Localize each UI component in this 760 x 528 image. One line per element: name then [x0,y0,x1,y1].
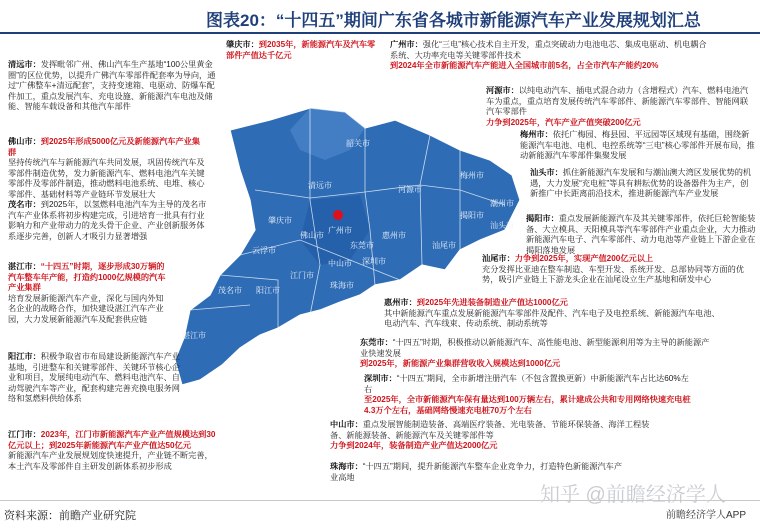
callout-highlight: 到2025年，新能源产业集群营收收入规模达到1000亿元 [360,359,561,369]
map-label-shantou: 汕头市 [490,221,514,230]
callout-maoming [8,200,208,242]
source-note: 资料来源：前瞻产业研究院 [4,510,136,522]
callout-dongguan [360,338,710,370]
callout-highlight: 力争到2025年，实现产值200亿元以上 [514,254,654,263]
callout-zhanjiang [8,262,168,326]
callout-name: 惠州市： [384,298,417,307]
callout-huizhou [384,298,724,330]
map-label-meizhou: 梅州市 [460,171,484,180]
callout-highlight: 至2025年，全市新能源汽车保有量达到100万辆左右，累计建成公共和专用网络快速充电桩4.3万个左右，基础网络慢速充电桩70万个左右 [364,395,691,415]
callout-text: 其中新能源汽车重点发展新能源汽车零部件及配件、汽车电子及电控系统、新能源汽车电池、电动汽车、汽车线束、传动系统、制动系统等 [384,308,720,329]
callout-shenzhen [364,374,694,416]
map-label-heyuan: 河源市 [398,185,422,194]
callout-name: 东莞市： [360,338,393,347]
map-label-shenzhen: 深圳市 [362,257,386,266]
callout-text: 到2025年，以氢燃料电池汽车为主导的茂名市汽车产业体系将初步构建完成，引进培育一批具有行业影响力和产业带动力的龙头骨干企业、产业创新服务体系逐步完善，创新人才吸引力显著增强 [8,200,207,241]
callout-name: 佛山市： [8,137,41,146]
callout-name: 深圳市： [364,374,397,383]
map-label-guangzhou: 广州市 [328,226,352,235]
callout-text: 培育发展新能源汽车产业，深化与国内外知名企业的战略合作，加快建设湛江汽车产业园，大力发展新能源汽车及配套供应链 [8,293,164,324]
title-bar [0,0,760,34]
callout-text: 新能源汽车产业发展规划度快速提升，产业链不断完善，本土汽车及零部件自主研发创新体系初步形成 [8,451,213,471]
callout-highlight: 到2035年，新能源汽车及汽车零部件产值达千亿元 [226,40,376,60]
callout-text: “十四五”期间，全市新增注册汽车（不包含置换更新）中新能源汽车占比达60%左右 [364,374,689,394]
callout-text: 坚持传统汽车与新能源汽车共同发展，巩固传统汽车及零部件制造优势，发力新能源汽车、燃料电池汽车关键零部件及零部件制造，推动燃料电池系统、电堆、核心零部件、基础材料等产业链环节发展壮大 [8,158,205,199]
callout-name: 阳江市： [8,352,41,361]
callout-shanwei [482,254,756,286]
callout-name: 河源市： [486,86,519,95]
callout-highlight: 2023年，江门市新能源汽车产业产值规模达到30亿元以上；到2025年新能源汽车产业产值达50亿元 [8,430,216,450]
callout-heyuan [486,86,756,128]
guangzhou-marker [333,210,343,220]
map-label-chaozhou: 潮州市 [490,199,514,208]
watermark-app: 前瞻经济学人APP [666,510,747,521]
callout-name: 揭阳市： [526,214,559,223]
footer [0,500,760,528]
callout-jiangmen [8,430,218,472]
callout-highlight: 力争到2025年，汽车产业产值突破200亿元 [486,117,641,127]
callout-name: 肇庆市： [226,40,259,49]
callout-jieyang [526,214,756,256]
callout-name: 江门市： [8,430,41,439]
map-label-dongguan: 东莞市 [350,241,374,250]
callout-name: 湛江市： [8,262,41,271]
callout-meizhou [520,130,756,162]
callout-name: 清远市： [8,60,41,69]
callout-text: 强化“三电”核心技术自主开发，重点突破动力电池电芯、集成电驱动、机电耦合系统、大功率充电等关键零部件技术 [390,40,707,60]
map-label-zhaoqing: 肇庆市 [268,216,292,225]
callout-highlight: 到2025年先进装备制造业产值达1000亿元 [416,298,568,307]
map-label-zhongshan: 中山市 [328,259,352,268]
map-label-jieyang: 揭阳市 [460,211,484,220]
page-title: 图表20：“十四五”期间广东省各城市新能源汽车产业发展规划汇总 [206,11,701,30]
map-label-jiangmen: 江门市 [290,271,314,280]
callout-text: 抓住新能源汽车发展和与潮汕澳大湾区发展优势的机遇，大力发展“充电桩”等具有耕耘优势的设备器件为主产，创新推广中长距离前沿技术，推进新能源汽车产业发展 [530,168,752,199]
callout-text: 重点发展新能源汽车及其关键零部件，依托巨轮智能装备、大立模具、天阳模具等汽车零部件产业重点企业，大力推动新能源汽车电子、汽车零部件、动力电池等产业链上下游企业在揭阳落地发展 [526,214,756,255]
callout-name: 珠海市： [330,462,363,471]
callout-highlight: 到2025年形成5000亿元及新能源汽车产业集群 [8,137,201,157]
callout-text: 发挥毗邻广州、佛山汽车生产基地“100公里黄金圈”的区位优势，以提升广佛汽车零部件配套率为导向，通过“广佛整车+清远配套”，支持变速箱、电驱动、防爆车配件加工，重点发展汽车、充电设施、新能源汽车电池及储能、智能车载设备和其他汽车部件 [8,60,216,112]
callout-qingyuan [8,60,218,113]
callout-text: 依托广梅园、梅县园、平远园等区域现有基础，围绕新能源汽车电池、电机、电控系统等“三电”核心零部件开展布局，推动新能源汽车零部件集聚发展 [520,130,755,161]
callout-text: “十四五”期间，提升新能源汽车整车企业竞争力，打造特色新能源汽车产业高地 [330,462,623,482]
callout-text: 重点发展智能制造装备、高端医疗装备、光电装备、节能环保装备、海洋工程装备、新能源装备、新能源汽车及关键零部件等 [330,420,650,440]
map-label-zhanjiang: 湛江市 [182,331,206,340]
map-label-yunfu: 云浮市 [252,246,276,255]
callout-highlight: “十四五”时期，逐步形成30万辆的汽车整车年产能，打造约1000亿规模的汽车产业集群 [8,262,166,293]
callout-name: 汕尾市： [482,254,515,263]
callout-foshan [8,137,208,201]
map-label-foshan: 佛山市 [300,231,324,240]
callout-highlight: 到2024年全市新能源汽车产能进入全国城市前5名，占全市汽车产能约20% [390,61,659,71]
callout-name: 中山市： [330,420,363,429]
callout-zhaoqing [226,40,376,61]
map-label-yangjiang: 阳江市 [256,286,280,295]
callout-name: 茂名市： [8,200,41,209]
callout-guangzhou [390,40,710,72]
callout-name: 梅州市： [520,130,553,139]
map-label-maoming: 茂名市 [218,286,242,295]
callout-yangjiang [8,352,188,405]
callout-name: 汕头市： [530,168,563,177]
callout-text: “十四五”时期，积极推动以新能源汽车、高性能电池、新型能源利用等为主导的新能源产业快速发展 [360,338,710,358]
map-label-qingyuan: 清远市 [308,181,332,190]
map-label-shanwei: 汕尾市 [432,241,456,250]
map-label-zhuhai: 珠海市 [330,281,354,290]
callout-text: 充分发挥比亚迪在整车制造、车型开发、系统开发、总部协同等方面的优势，吸引产业链上下游龙头企业在汕尾设立生产基地和研发中心 [482,264,745,285]
callout-text: 积极争取省市布局建设新能源汽车产业基地，引进整车和关键零部件、关键环节核心企业和项目，发展纯电动汽车、燃料电池汽车、自动驾驶汽车等产业，配套构建完善充换电服务网络和氢燃料供给体系 [8,352,180,404]
callout-zhongshan [330,420,660,452]
callout-shantou [530,168,756,200]
callout-text: 以纯电动汽车、插电式混合动力（含增程式）汽车、燃料电池汽车为重点，重点培育发展传统汽车零部件、新能源汽车零部件、智能网联汽车零部件 [486,86,749,117]
callout-highlight: 力争到2024年，装备制造产业产值达2000亿元 [330,441,498,451]
callout-name: 广州市： [390,40,423,49]
map-label-huizhou: 惠州市 [382,231,406,240]
watermark: 知乎 @前瞻经济学人 [540,484,726,506]
map-label-shaoguan: 韶关市 [346,139,370,148]
